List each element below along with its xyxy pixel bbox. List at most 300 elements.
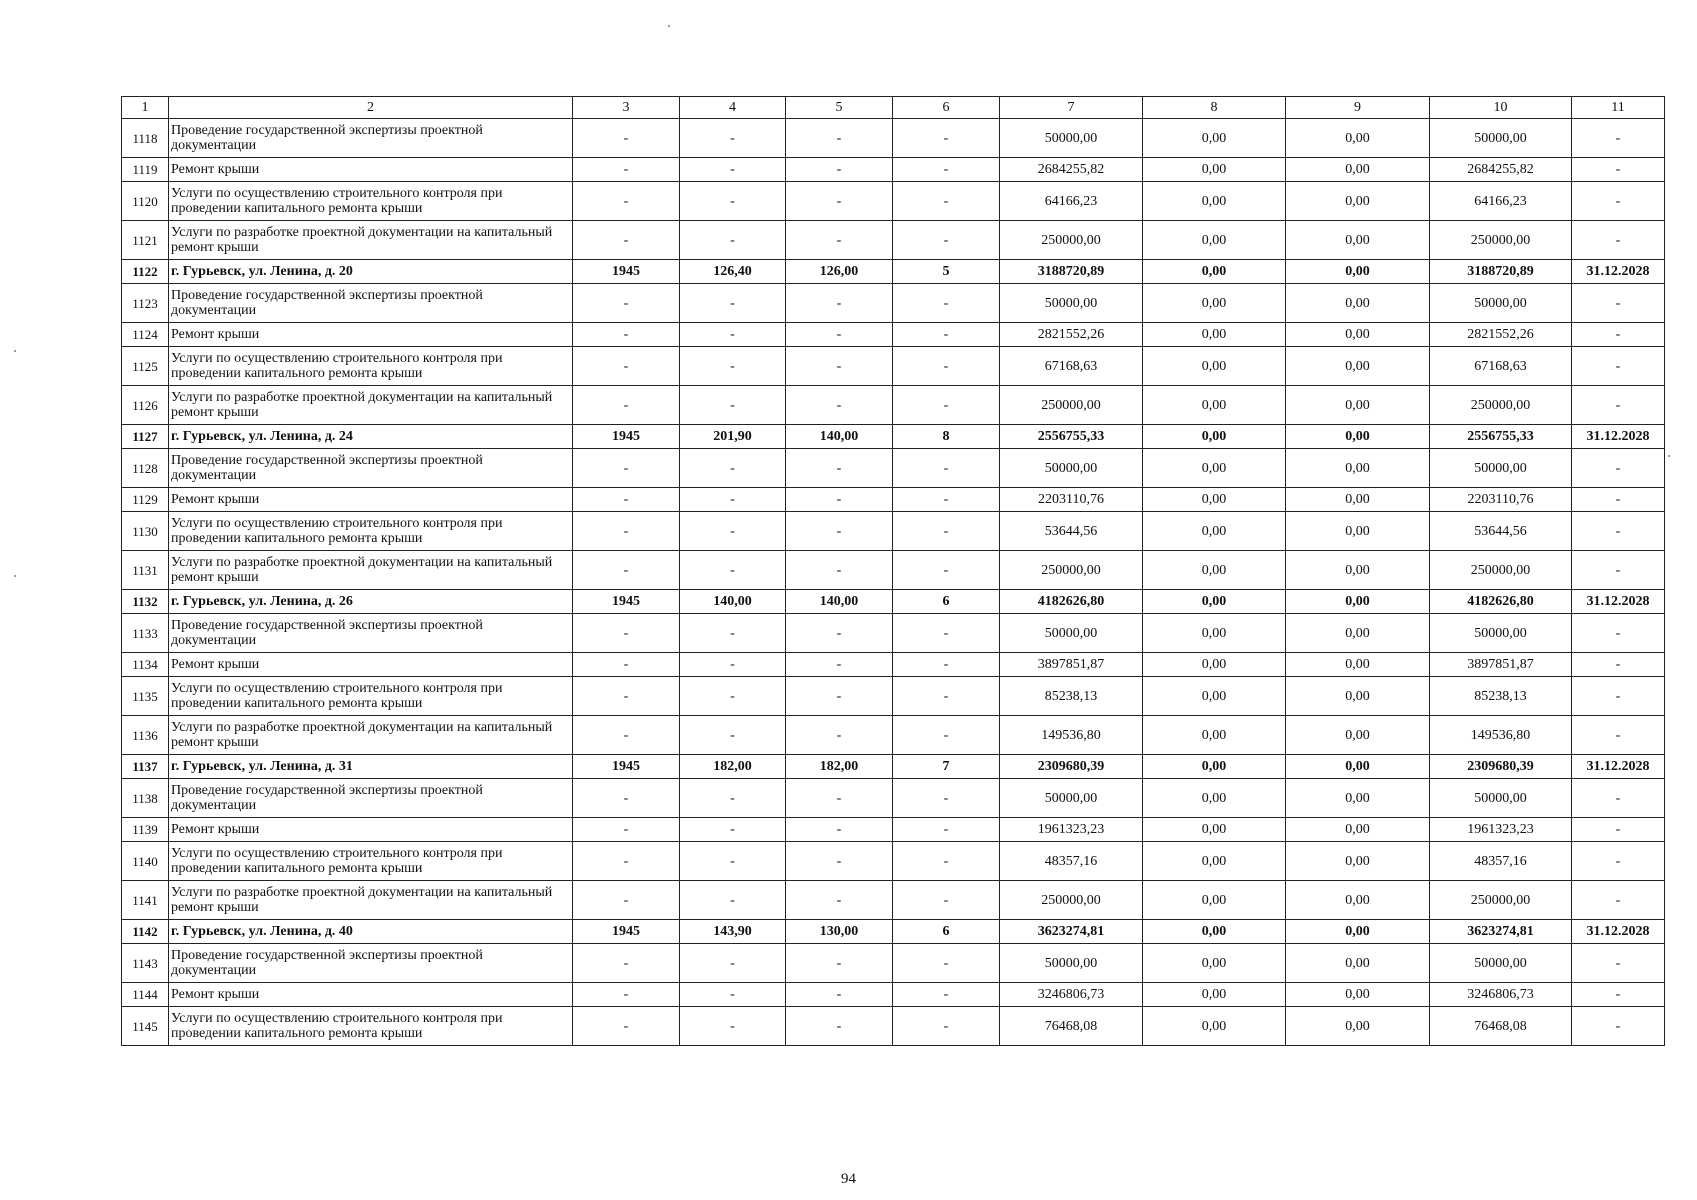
- col-3-cell: -: [573, 284, 680, 323]
- col-5-cell: -: [786, 842, 893, 881]
- scan-speck: [668, 25, 670, 27]
- col-10-cell: 50000,00: [1430, 449, 1572, 488]
- col-3-cell: -: [573, 449, 680, 488]
- work-name: Проведение государственной экспертизы проектной документации: [169, 614, 573, 653]
- work-name: Услуги по осуществлению строительного контроля при проведении капитального ремонта крыши: [169, 677, 573, 716]
- col-9-cell: 0,00: [1286, 284, 1430, 323]
- col-6-cell: -: [893, 488, 1000, 512]
- col-5-cell: -: [786, 881, 893, 920]
- col-8-cell: 0,00: [1143, 323, 1286, 347]
- col-8-cell: 0,00: [1143, 590, 1286, 614]
- page-number: 94: [841, 1171, 856, 1187]
- col-10-cell: 2684255,82: [1430, 158, 1572, 182]
- col-7-cell: 1961323,23: [1000, 818, 1143, 842]
- header-cell: 11: [1572, 97, 1665, 119]
- col-3-cell: -: [573, 842, 680, 881]
- row-number: 1134: [122, 653, 169, 677]
- col-7-cell: 3188720,89: [1000, 260, 1143, 284]
- work-name: Ремонт крыши: [169, 818, 573, 842]
- row-number: 1145: [122, 1007, 169, 1046]
- col-6-cell: -: [893, 1007, 1000, 1046]
- col-4-cell: -: [680, 323, 786, 347]
- row-number: 1139: [122, 818, 169, 842]
- row-number: 1131: [122, 551, 169, 590]
- col-5-cell: 182,00: [786, 755, 893, 779]
- table-row: [122, 677, 1665, 716]
- table-row: [122, 158, 1665, 182]
- col-5-cell: -: [786, 158, 893, 182]
- col-7-cell: 250000,00: [1000, 386, 1143, 425]
- col-5-cell: -: [786, 551, 893, 590]
- work-name: Проведение государственной экспертизы проектной документации: [169, 779, 573, 818]
- col-3-cell: -: [573, 944, 680, 983]
- col-3-cell: -: [573, 881, 680, 920]
- col-7-cell: 2203110,76: [1000, 488, 1143, 512]
- col-7-cell: 64166,23: [1000, 182, 1143, 221]
- col-8-cell: 0,00: [1143, 818, 1286, 842]
- col-10-cell: 48357,16: [1430, 842, 1572, 881]
- col-8-cell: 0,00: [1143, 779, 1286, 818]
- col-8-cell: 0,00: [1143, 284, 1286, 323]
- col-9-cell: 0,00: [1286, 551, 1430, 590]
- col-10-cell: 50000,00: [1430, 944, 1572, 983]
- table-row: [122, 779, 1665, 818]
- col-9-cell: 0,00: [1286, 386, 1430, 425]
- work-name: Проведение государственной экспертизы проектной документации: [169, 944, 573, 983]
- col-3-cell: -: [573, 551, 680, 590]
- col-9-cell: 0,00: [1286, 425, 1430, 449]
- table-row: [122, 653, 1665, 677]
- col-7-cell: 3897851,87: [1000, 653, 1143, 677]
- col-6-cell: -: [893, 677, 1000, 716]
- table-row: [122, 449, 1665, 488]
- col-4-cell: -: [680, 512, 786, 551]
- col-11-cell: -: [1572, 818, 1665, 842]
- col-11-cell: -: [1572, 488, 1665, 512]
- col-8-cell: 0,00: [1143, 551, 1286, 590]
- col-10-cell: 64166,23: [1430, 182, 1572, 221]
- col-3-cell: 1945: [573, 260, 680, 284]
- col-3-cell: -: [573, 221, 680, 260]
- col-3-cell: -: [573, 158, 680, 182]
- work-name: Ремонт крыши: [169, 323, 573, 347]
- col-6-cell: 8: [893, 425, 1000, 449]
- work-name: Услуги по разработке проектной документации на капитальный ремонт крыши: [169, 551, 573, 590]
- header-cell: 2: [169, 97, 573, 119]
- col-11-cell: -: [1572, 551, 1665, 590]
- col-10-cell: 4182626,80: [1430, 590, 1572, 614]
- col-11-cell: -: [1572, 842, 1665, 881]
- table-row: [122, 881, 1665, 920]
- col-7-cell: 50000,00: [1000, 779, 1143, 818]
- header-cell: 10: [1430, 97, 1572, 119]
- col-10-cell: 1961323,23: [1430, 818, 1572, 842]
- col-9-cell: 0,00: [1286, 716, 1430, 755]
- work-name: Услуги по осуществлению строительного контроля при проведении капитального ремонта крыши: [169, 347, 573, 386]
- work-name: Ремонт крыши: [169, 653, 573, 677]
- col-8-cell: 0,00: [1143, 119, 1286, 158]
- col-7-cell: 4182626,80: [1000, 590, 1143, 614]
- work-name: Услуги по осуществлению строительного контроля при проведении капитального ремонта крыши: [169, 182, 573, 221]
- col-4-cell: -: [680, 842, 786, 881]
- scan-speck: [1668, 455, 1670, 457]
- col-7-cell: 67168,63: [1000, 347, 1143, 386]
- col-8-cell: 0,00: [1143, 260, 1286, 284]
- work-name: Ремонт крыши: [169, 488, 573, 512]
- col-8-cell: 0,00: [1143, 1007, 1286, 1046]
- col-4-cell: -: [680, 221, 786, 260]
- table-row: [122, 842, 1665, 881]
- col-8-cell: 0,00: [1143, 386, 1286, 425]
- col-9-cell: 0,00: [1286, 653, 1430, 677]
- row-number: 1126: [122, 386, 169, 425]
- col-3-cell: -: [573, 614, 680, 653]
- col-3-cell: -: [573, 119, 680, 158]
- col-8-cell: 0,00: [1143, 842, 1286, 881]
- col-7-cell: 2684255,82: [1000, 158, 1143, 182]
- col-7-cell: 250000,00: [1000, 881, 1143, 920]
- col-4-cell: 140,00: [680, 590, 786, 614]
- col-9-cell: 0,00: [1286, 842, 1430, 881]
- col-9-cell: 0,00: [1286, 881, 1430, 920]
- col-10-cell: 2556755,33: [1430, 425, 1572, 449]
- col-11-cell: 31.12.2028: [1572, 260, 1665, 284]
- table-row: [122, 347, 1665, 386]
- col-10-cell: 149536,80: [1430, 716, 1572, 755]
- col-4-cell: 143,90: [680, 920, 786, 944]
- col-3-cell: -: [573, 779, 680, 818]
- col-11-cell: -: [1572, 119, 1665, 158]
- table-row: [122, 488, 1665, 512]
- col-7-cell: 50000,00: [1000, 119, 1143, 158]
- col-5-cell: -: [786, 488, 893, 512]
- table-row: [122, 512, 1665, 551]
- col-4-cell: -: [680, 944, 786, 983]
- table-row: [122, 284, 1665, 323]
- col-10-cell: 3623274,81: [1430, 920, 1572, 944]
- col-9-cell: 0,00: [1286, 488, 1430, 512]
- col-3-cell: 1945: [573, 425, 680, 449]
- col-4-cell: 201,90: [680, 425, 786, 449]
- col-11-cell: -: [1572, 614, 1665, 653]
- col-10-cell: 3246806,73: [1430, 983, 1572, 1007]
- col-6-cell: 6: [893, 590, 1000, 614]
- address-row: [122, 755, 1665, 779]
- col-10-cell: 2203110,76: [1430, 488, 1572, 512]
- row-number: 1130: [122, 512, 169, 551]
- row-number: 1123: [122, 284, 169, 323]
- header-cell: 3: [573, 97, 680, 119]
- col-10-cell: 2821552,26: [1430, 323, 1572, 347]
- col-9-cell: 0,00: [1286, 614, 1430, 653]
- table-row: [122, 323, 1665, 347]
- col-9-cell: 0,00: [1286, 449, 1430, 488]
- col-5-cell: -: [786, 779, 893, 818]
- col-11-cell: -: [1572, 158, 1665, 182]
- col-4-cell: -: [680, 347, 786, 386]
- col-5-cell: 130,00: [786, 920, 893, 944]
- col-5-cell: -: [786, 449, 893, 488]
- col-5-cell: -: [786, 983, 893, 1007]
- col-4-cell: -: [680, 488, 786, 512]
- work-name: г. Гурьевск, ул. Ленина, д. 31: [169, 755, 573, 779]
- col-7-cell: 85238,13: [1000, 677, 1143, 716]
- table-row: [122, 983, 1665, 1007]
- col-7-cell: 2309680,39: [1000, 755, 1143, 779]
- data-table: [121, 96, 1665, 1046]
- row-number: 1137: [122, 755, 169, 779]
- col-9-cell: 0,00: [1286, 944, 1430, 983]
- col-9-cell: 0,00: [1286, 260, 1430, 284]
- col-9-cell: 0,00: [1286, 512, 1430, 551]
- row-number: 1125: [122, 347, 169, 386]
- col-8-cell: 0,00: [1143, 881, 1286, 920]
- header-cell: 1: [122, 97, 169, 119]
- col-9-cell: 0,00: [1286, 755, 1430, 779]
- col-6-cell: 5: [893, 260, 1000, 284]
- work-name: Услуги по разработке проектной документации на капитальный ремонт крыши: [169, 716, 573, 755]
- col-8-cell: 0,00: [1143, 488, 1286, 512]
- col-5-cell: -: [786, 182, 893, 221]
- row-number: 1122: [122, 260, 169, 284]
- col-7-cell: 50000,00: [1000, 449, 1143, 488]
- col-3-cell: -: [573, 488, 680, 512]
- col-6-cell: -: [893, 944, 1000, 983]
- col-4-cell: -: [680, 614, 786, 653]
- col-11-cell: -: [1572, 221, 1665, 260]
- col-3-cell: -: [573, 182, 680, 221]
- col-5-cell: -: [786, 386, 893, 425]
- col-6-cell: -: [893, 818, 1000, 842]
- col-11-cell: -: [1572, 1007, 1665, 1046]
- col-10-cell: 250000,00: [1430, 881, 1572, 920]
- col-9-cell: 0,00: [1286, 323, 1430, 347]
- col-9-cell: 0,00: [1286, 158, 1430, 182]
- work-name: Услуги по осуществлению строительного контроля при проведении капитального ремонта крыши: [169, 842, 573, 881]
- row-number: 1136: [122, 716, 169, 755]
- col-6-cell: -: [893, 512, 1000, 551]
- col-4-cell: 126,40: [680, 260, 786, 284]
- row-number: 1129: [122, 488, 169, 512]
- table-row: [122, 551, 1665, 590]
- col-6-cell: -: [893, 119, 1000, 158]
- col-5-cell: -: [786, 1007, 893, 1046]
- col-4-cell: -: [680, 284, 786, 323]
- col-11-cell: -: [1572, 347, 1665, 386]
- work-name: Услуги по осуществлению строительного контроля при проведении капитального ремонта крыши: [169, 1007, 573, 1046]
- col-5-cell: 140,00: [786, 590, 893, 614]
- col-11-cell: -: [1572, 449, 1665, 488]
- col-8-cell: 0,00: [1143, 983, 1286, 1007]
- col-6-cell: 7: [893, 755, 1000, 779]
- table-row: [122, 221, 1665, 260]
- work-name: г. Гурьевск, ул. Ленина, д. 26: [169, 590, 573, 614]
- col-3-cell: -: [573, 653, 680, 677]
- col-4-cell: -: [680, 818, 786, 842]
- col-8-cell: 0,00: [1143, 182, 1286, 221]
- col-9-cell: 0,00: [1286, 119, 1430, 158]
- work-name: Услуги по разработке проектной документации на капитальный ремонт крыши: [169, 386, 573, 425]
- col-4-cell: -: [680, 158, 786, 182]
- col-6-cell: -: [893, 158, 1000, 182]
- address-row: [122, 425, 1665, 449]
- row-number: 1128: [122, 449, 169, 488]
- header-cell: 9: [1286, 97, 1430, 119]
- col-8-cell: 0,00: [1143, 677, 1286, 716]
- col-7-cell: 50000,00: [1000, 944, 1143, 983]
- col-5-cell: 126,00: [786, 260, 893, 284]
- col-10-cell: 53644,56: [1430, 512, 1572, 551]
- col-4-cell: -: [680, 119, 786, 158]
- row-number: 1140: [122, 842, 169, 881]
- col-3-cell: -: [573, 347, 680, 386]
- table-row: [122, 716, 1665, 755]
- header-cell: 6: [893, 97, 1000, 119]
- col-3-cell: -: [573, 716, 680, 755]
- scan-speck: [14, 575, 16, 577]
- col-3-cell: -: [573, 386, 680, 425]
- work-name: Услуги по разработке проектной документации на капитальный ремонт крыши: [169, 881, 573, 920]
- header-row: [122, 97, 1665, 119]
- row-number: 1144: [122, 983, 169, 1007]
- col-6-cell: -: [893, 551, 1000, 590]
- work-name: Услуги по разработке проектной документации на капитальный ремонт крыши: [169, 221, 573, 260]
- col-10-cell: 76468,08: [1430, 1007, 1572, 1046]
- col-4-cell: -: [680, 551, 786, 590]
- col-5-cell: -: [786, 944, 893, 983]
- row-number: 1141: [122, 881, 169, 920]
- col-7-cell: 48357,16: [1000, 842, 1143, 881]
- row-number: 1132: [122, 590, 169, 614]
- header-cell: 5: [786, 97, 893, 119]
- col-7-cell: 3246806,73: [1000, 983, 1143, 1007]
- row-number: 1143: [122, 944, 169, 983]
- col-6-cell: -: [893, 284, 1000, 323]
- col-9-cell: 0,00: [1286, 182, 1430, 221]
- col-11-cell: -: [1572, 182, 1665, 221]
- col-3-cell: 1945: [573, 920, 680, 944]
- col-8-cell: 0,00: [1143, 653, 1286, 677]
- table-row: [122, 944, 1665, 983]
- col-9-cell: 0,00: [1286, 221, 1430, 260]
- col-9-cell: 0,00: [1286, 347, 1430, 386]
- col-10-cell: 50000,00: [1430, 779, 1572, 818]
- col-3-cell: -: [573, 512, 680, 551]
- table-row: [122, 119, 1665, 158]
- work-name: Ремонт крыши: [169, 983, 573, 1007]
- col-9-cell: 0,00: [1286, 677, 1430, 716]
- table-row: [122, 818, 1665, 842]
- row-number: 1119: [122, 158, 169, 182]
- header-cell: 4: [680, 97, 786, 119]
- col-8-cell: 0,00: [1143, 425, 1286, 449]
- header-cell: 7: [1000, 97, 1143, 119]
- col-9-cell: 0,00: [1286, 590, 1430, 614]
- col-7-cell: 2821552,26: [1000, 323, 1143, 347]
- row-number: 1124: [122, 323, 169, 347]
- col-10-cell: 50000,00: [1430, 284, 1572, 323]
- row-number: 1142: [122, 920, 169, 944]
- col-10-cell: 3188720,89: [1430, 260, 1572, 284]
- col-10-cell: 2309680,39: [1430, 755, 1572, 779]
- col-4-cell: -: [680, 779, 786, 818]
- col-6-cell: -: [893, 182, 1000, 221]
- col-8-cell: 0,00: [1143, 449, 1286, 488]
- address-row: [122, 260, 1665, 284]
- col-11-cell: -: [1572, 944, 1665, 983]
- col-8-cell: 0,00: [1143, 944, 1286, 983]
- col-8-cell: 0,00: [1143, 716, 1286, 755]
- table-row: [122, 1007, 1665, 1046]
- col-7-cell: 3623274,81: [1000, 920, 1143, 944]
- col-9-cell: 0,00: [1286, 983, 1430, 1007]
- col-6-cell: -: [893, 779, 1000, 818]
- header-cell: 8: [1143, 97, 1286, 119]
- work-name: Услуги по осуществлению строительного контроля при проведении капитального ремонта крыши: [169, 512, 573, 551]
- col-10-cell: 85238,13: [1430, 677, 1572, 716]
- table-row: [122, 182, 1665, 221]
- work-name: г. Гурьевск, ул. Ленина, д. 40: [169, 920, 573, 944]
- col-5-cell: -: [786, 653, 893, 677]
- col-9-cell: 0,00: [1286, 818, 1430, 842]
- col-10-cell: 250000,00: [1430, 551, 1572, 590]
- col-5-cell: -: [786, 119, 893, 158]
- table-row: [122, 386, 1665, 425]
- scan-speck: [14, 350, 16, 352]
- col-5-cell: -: [786, 614, 893, 653]
- address-row: [122, 590, 1665, 614]
- col-4-cell: -: [680, 716, 786, 755]
- table-body: [122, 97, 1665, 1046]
- col-4-cell: -: [680, 653, 786, 677]
- col-10-cell: 50000,00: [1430, 614, 1572, 653]
- col-11-cell: -: [1572, 983, 1665, 1007]
- work-name: Ремонт крыши: [169, 158, 573, 182]
- col-5-cell: -: [786, 512, 893, 551]
- work-name: Проведение государственной экспертизы проектной документации: [169, 119, 573, 158]
- col-5-cell: -: [786, 347, 893, 386]
- col-3-cell: -: [573, 818, 680, 842]
- col-9-cell: 0,00: [1286, 920, 1430, 944]
- col-5-cell: -: [786, 284, 893, 323]
- col-8-cell: 0,00: [1143, 221, 1286, 260]
- col-8-cell: 0,00: [1143, 755, 1286, 779]
- col-6-cell: -: [893, 323, 1000, 347]
- col-3-cell: -: [573, 983, 680, 1007]
- work-name: г. Гурьевск, ул. Ленина, д. 20: [169, 260, 573, 284]
- col-5-cell: -: [786, 716, 893, 755]
- col-4-cell: -: [680, 182, 786, 221]
- col-4-cell: -: [680, 386, 786, 425]
- work-name: Проведение государственной экспертизы проектной документации: [169, 449, 573, 488]
- col-11-cell: 31.12.2028: [1572, 425, 1665, 449]
- row-number: 1138: [122, 779, 169, 818]
- col-8-cell: 0,00: [1143, 614, 1286, 653]
- col-7-cell: 76468,08: [1000, 1007, 1143, 1046]
- col-10-cell: 250000,00: [1430, 221, 1572, 260]
- col-11-cell: -: [1572, 677, 1665, 716]
- col-5-cell: -: [786, 677, 893, 716]
- col-11-cell: -: [1572, 881, 1665, 920]
- col-4-cell: -: [680, 881, 786, 920]
- col-11-cell: -: [1572, 323, 1665, 347]
- row-number: 1121: [122, 221, 169, 260]
- col-6-cell: -: [893, 347, 1000, 386]
- table-row: [122, 614, 1665, 653]
- col-5-cell: -: [786, 323, 893, 347]
- col-8-cell: 0,00: [1143, 512, 1286, 551]
- col-10-cell: 3897851,87: [1430, 653, 1572, 677]
